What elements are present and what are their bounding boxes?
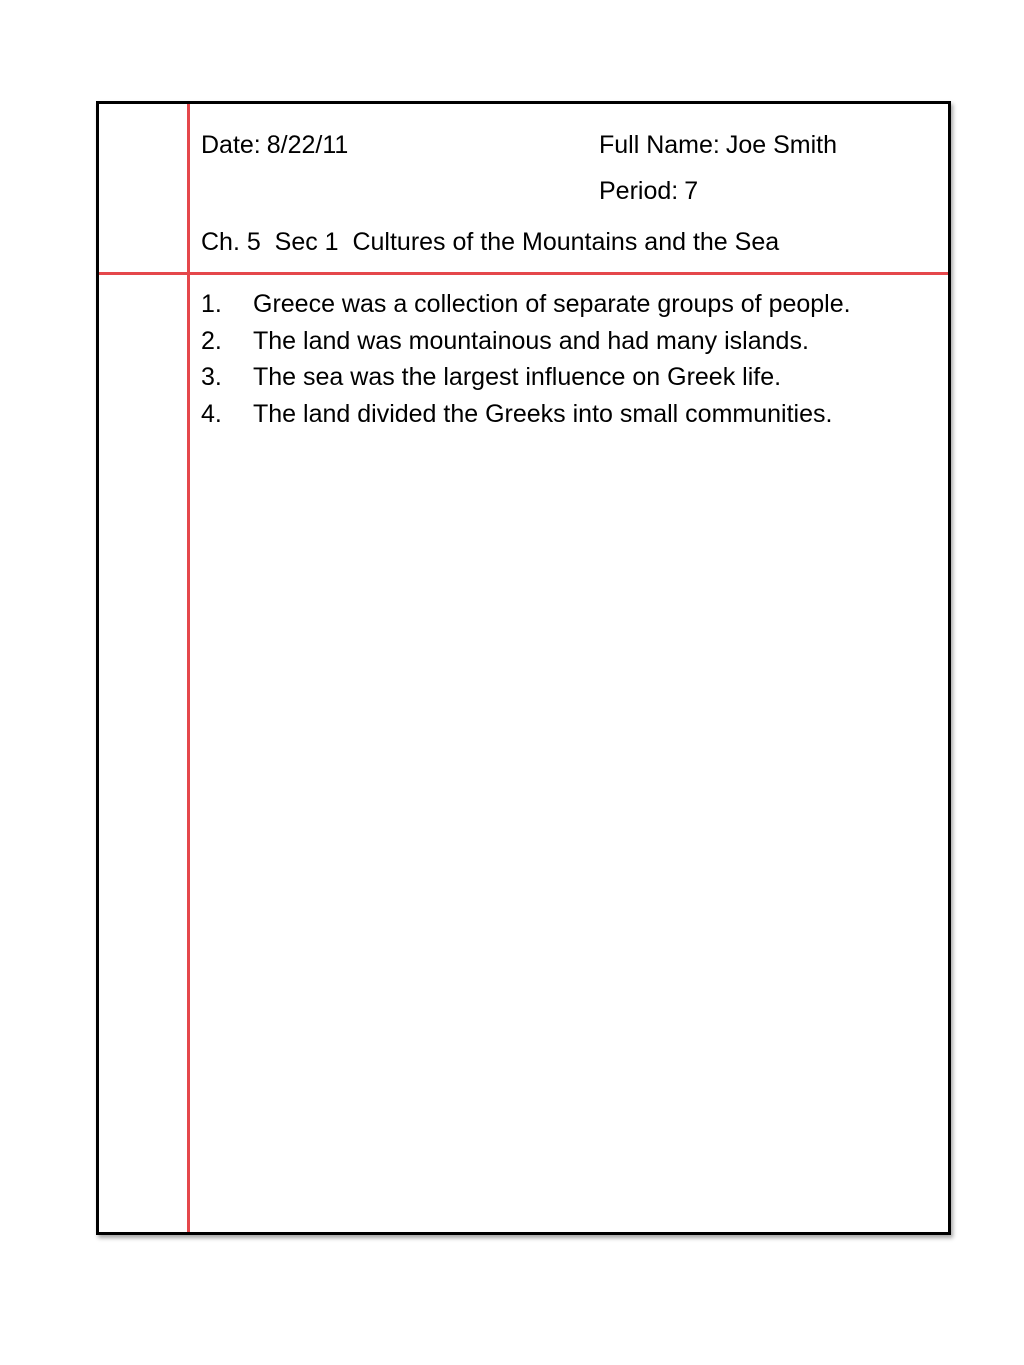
period-field [599, 176, 698, 206]
date-value: 8/22/11 [266, 131, 349, 159]
date-label: Date: [201, 131, 261, 159]
period-label: Period: [599, 177, 679, 205]
list-item-text: The land divided the Greeks into small communities. [253, 399, 833, 428]
header-divider-line [99, 272, 948, 275]
list-item-number: 4. [201, 399, 222, 428]
list-item-text: Greece was a collection of separate groups of people. [253, 290, 851, 318]
list-item-text: The land was mountainous and had many islands. [253, 326, 809, 355]
full-name-label: Full Name: [599, 131, 720, 159]
list-item-text: The sea was the largest influence on Greek life. [253, 363, 782, 391]
full-name-value: Joe Smith [725, 131, 838, 159]
notebook-page [96, 101, 951, 1235]
period-value: 7 [684, 177, 699, 205]
full-name-field [599, 130, 837, 160]
topic-title: Ch. 5 Sec 1 Cultures of the Mountains and the Sea [201, 228, 780, 256]
notes-list [201, 286, 851, 432]
list-item [201, 359, 851, 396]
list-item [201, 396, 851, 433]
list-item [201, 286, 851, 323]
list-item-number: 2. [201, 326, 222, 355]
list-item-number: 1. [201, 290, 222, 318]
list-item [201, 323, 851, 360]
date-field [201, 130, 348, 160]
list-item-number: 3. [201, 363, 222, 391]
